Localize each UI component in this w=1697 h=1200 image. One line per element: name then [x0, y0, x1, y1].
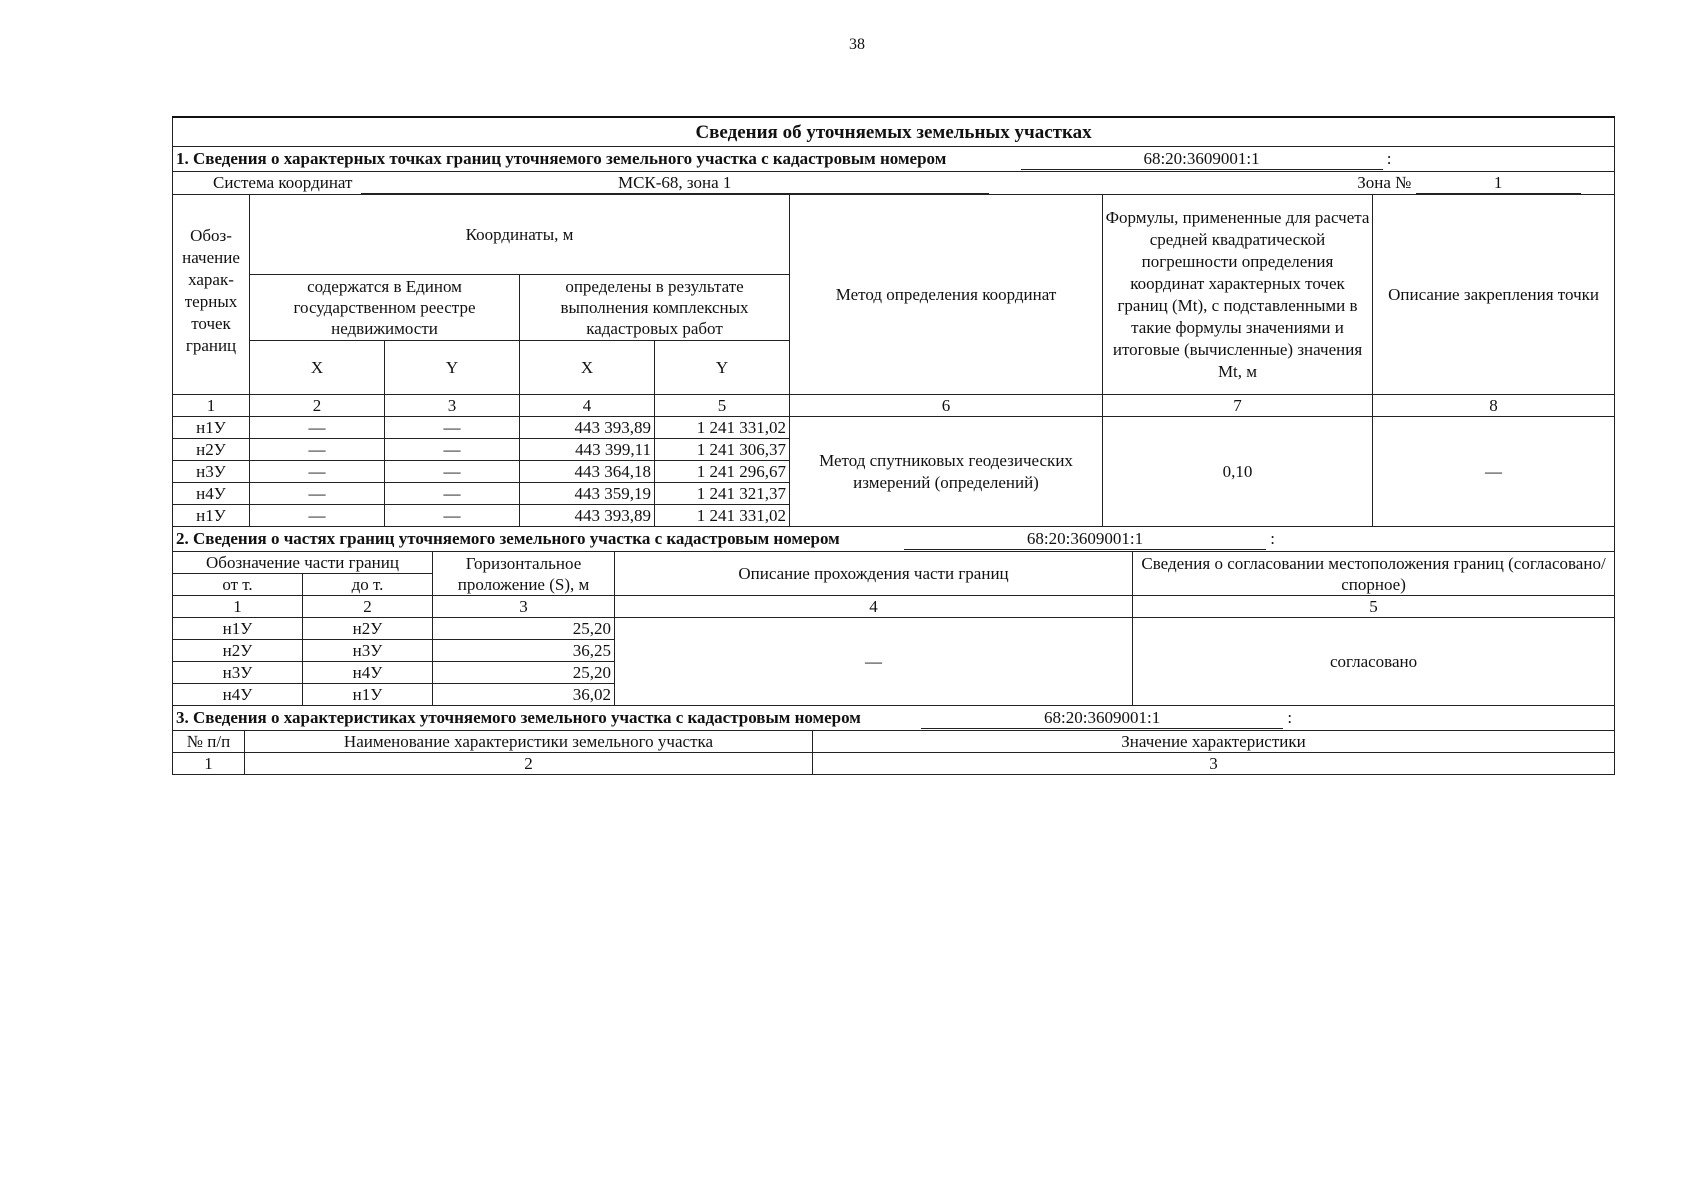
y-egrn: — [385, 417, 520, 439]
x-value: 443 364,18 [520, 461, 655, 483]
y-value: 1 241 321,37 [655, 483, 790, 505]
col-number: 6 [790, 395, 1103, 417]
to-point: н3У [303, 640, 433, 662]
point-name: н3У [173, 461, 250, 483]
description-value: — [615, 618, 1133, 706]
col-number: 1 [173, 753, 245, 775]
x-egrn: — [250, 417, 385, 439]
header-x-egrn: X [250, 341, 385, 395]
section3-heading: 3. Сведения о характеристиках уточняемого земельного участка с кадастровым номером [176, 708, 861, 727]
x-egrn: — [250, 483, 385, 505]
x-value: 443 399,11 [520, 439, 655, 461]
header-fixing: Описание закрепления точки [1373, 195, 1615, 395]
col-number: 1 [173, 395, 250, 417]
col-number: 7 [1103, 395, 1373, 417]
header-length: Горизонтальное проложение (S), м [433, 552, 615, 596]
length-value: 25,20 [433, 618, 615, 640]
header-name: Наименование характеристики земельного участка [245, 731, 813, 753]
document-title: Сведения об уточняемых земельных участках [173, 117, 1615, 147]
header-x-complex: X [520, 341, 655, 395]
header-no: № п/п [173, 731, 245, 753]
x-value: 443 393,89 [520, 505, 655, 527]
section2-heading-row [173, 527, 1615, 552]
y-value: 1 241 331,02 [655, 417, 790, 439]
col-number: 2 [245, 753, 813, 775]
section3-cadastral-number: 68:20:3609001:1 [921, 707, 1283, 729]
header-y-complex: Y [655, 341, 790, 395]
y-value: 1 241 306,37 [655, 439, 790, 461]
col-number: 4 [615, 596, 1133, 618]
col-number: 4 [520, 395, 655, 417]
to-point: н2У [303, 618, 433, 640]
to-point: н4У [303, 662, 433, 684]
header-designation: Обоз- начение харак- терных точек границ [173, 195, 250, 395]
header-egrn: содержатся в Едином государственном реестре недвижимости [250, 275, 520, 341]
fixing-value: — [1373, 417, 1615, 527]
header-value: Значение характеристики [813, 731, 1615, 753]
table-row [173, 417, 1615, 439]
section2-heading: 2. Сведения о частях границ уточняемого земельного участка с кадастровым номером [176, 529, 840, 548]
col-number: 5 [655, 395, 790, 417]
coord-system-row [173, 172, 1615, 195]
section3-colon: : [1287, 708, 1293, 727]
col-number: 2 [250, 395, 385, 417]
point-name: н2У [173, 439, 250, 461]
y-egrn: — [385, 505, 520, 527]
col-number: 1 [173, 596, 303, 618]
point-name: н1У [173, 505, 250, 527]
section1-heading: 1. Сведения о характерных точках границ уточняемого земельного участка с кадастровым номером [176, 149, 947, 168]
method-value: Метод спутниковых геодезических измерений (определений) [790, 417, 1103, 527]
coord-system-value: МСК-68, зона 1 [361, 172, 989, 194]
section1-table [172, 116, 1615, 527]
to-point: н1У [303, 684, 433, 706]
header-agreement: Сведения о согласовании местоположения границ (согласовано/спорное) [1133, 552, 1615, 596]
x-egrn: — [250, 505, 385, 527]
x-value: 443 393,89 [520, 417, 655, 439]
point-name: н1У [173, 417, 250, 439]
col-number: 8 [1373, 395, 1615, 417]
section2-cadastral-number: 68:20:3609001:1 [904, 528, 1266, 550]
header-description: Описание прохождения части границ [615, 552, 1133, 596]
cadastral-sheet [172, 116, 1614, 775]
length-value: 25,20 [433, 662, 615, 684]
coord-system-label: Система координат [213, 173, 353, 192]
header-y-egrn: Y [385, 341, 520, 395]
x-egrn: — [250, 439, 385, 461]
y-egrn: — [385, 461, 520, 483]
point-name: н4У [173, 483, 250, 505]
header-to: до т. [303, 574, 433, 596]
section3-table [172, 705, 1615, 775]
y-egrn: — [385, 483, 520, 505]
from-point: н1У [173, 618, 303, 640]
zone-value: 1 [1416, 172, 1581, 194]
y-value: 1 241 296,67 [655, 461, 790, 483]
col-number: 3 [385, 395, 520, 417]
header-formulas: Формулы, примененные для расчета средней квадратической погрешности определения координат характерных точек границ (Mt), с подставленными в такие формулы значениями и итоговые (вычисленные) значения Mt, м [1103, 195, 1373, 395]
zone-label: Зона № [1357, 173, 1412, 192]
length-value: 36,25 [433, 640, 615, 662]
table-row [173, 618, 1615, 640]
agreement-value: согласовано [1133, 618, 1615, 706]
x-egrn: — [250, 461, 385, 483]
from-point: н4У [173, 684, 303, 706]
length-value: 36,02 [433, 684, 615, 706]
header-from: от т. [173, 574, 303, 596]
section2-table [172, 526, 1615, 706]
page-number: 38 [849, 36, 865, 53]
col-number: 2 [303, 596, 433, 618]
col-number: 5 [1133, 596, 1615, 618]
section1-heading-row [173, 147, 1615, 172]
y-egrn: — [385, 439, 520, 461]
header-coordinates: Координаты, м [250, 195, 790, 275]
header-part: Обозначение части границ [173, 552, 433, 574]
header-complex: определены в результате выполнения комплексных кадастровых работ [520, 275, 790, 341]
from-point: н3У [173, 662, 303, 684]
mt-value: 0,10 [1103, 417, 1373, 527]
col-number: 3 [813, 753, 1615, 775]
col-number: 3 [433, 596, 615, 618]
section2-colon: : [1270, 529, 1275, 548]
from-point: н2У [173, 640, 303, 662]
header-method: Метод определения координат [790, 195, 1103, 395]
y-value: 1 241 331,02 [655, 505, 790, 527]
section1-cadastral-number: 68:20:3609001:1 [1021, 148, 1383, 170]
section1-colon: : [1386, 149, 1392, 168]
section3-heading-row [173, 706, 1615, 731]
x-value: 443 359,19 [520, 483, 655, 505]
